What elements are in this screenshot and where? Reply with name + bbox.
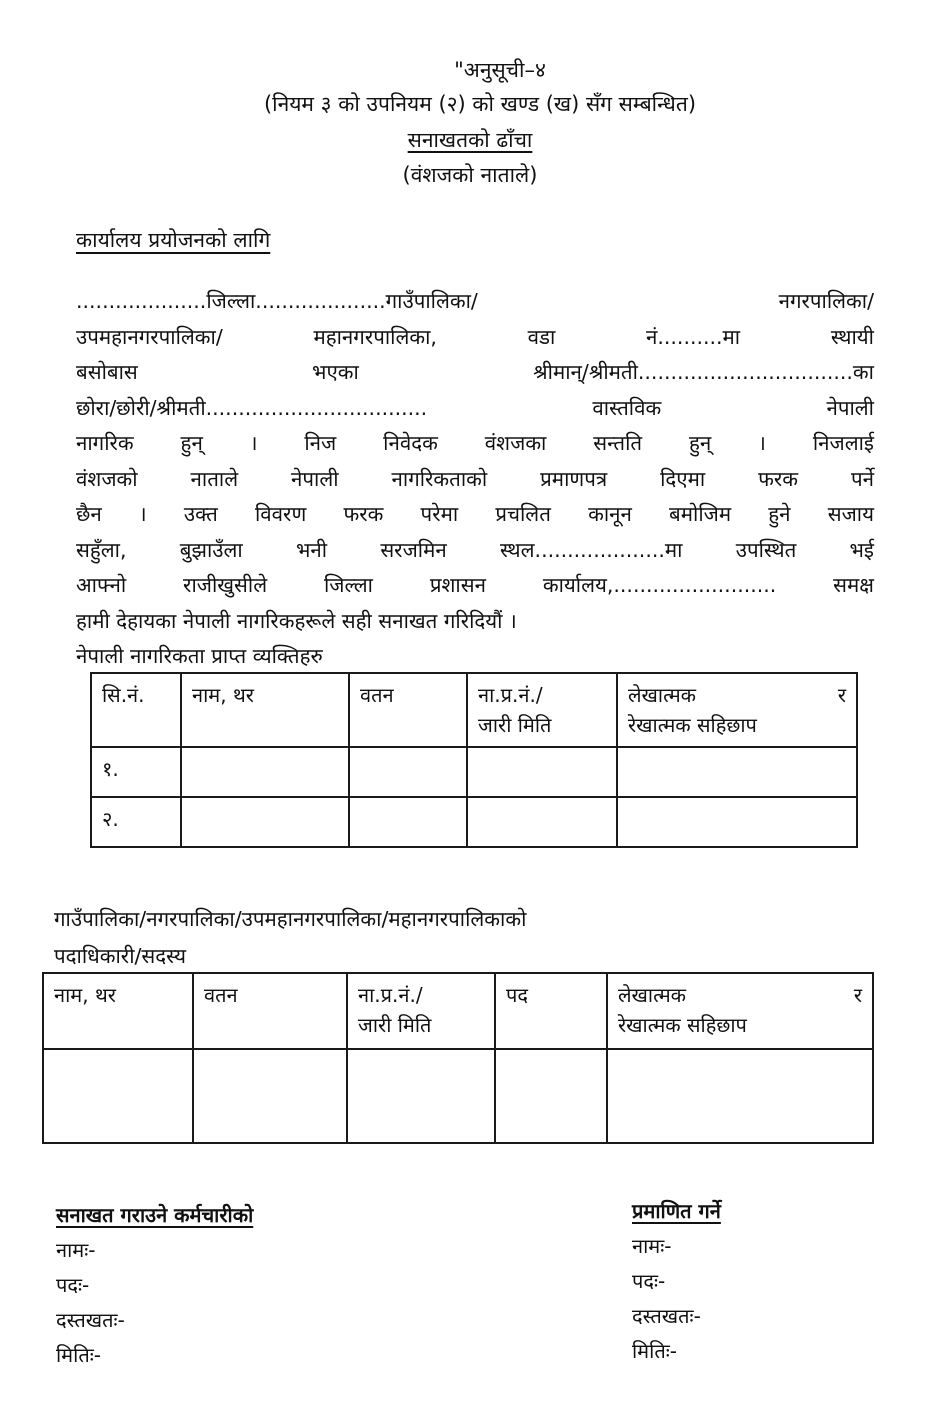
table-cell[interactable] bbox=[495, 1049, 607, 1143]
paragraph-line: छोरा/छोरी/श्रीमती.................................. वास्तविक नेपाली bbox=[76, 395, 874, 420]
form-subtitle: (वंशजको नाताले) bbox=[402, 163, 538, 187]
table-cell[interactable] bbox=[349, 797, 467, 847]
col-name: नाम, थर bbox=[43, 973, 193, 1049]
col-sn: सि.नं. bbox=[91, 673, 181, 747]
sig-line1 bbox=[618, 980, 862, 1010]
paragraph-line: नागरिक हुन् । निज निवेदक वंशजका सन्तति हुन् । निजलाई bbox=[76, 431, 874, 455]
post-field-label: पदः- bbox=[56, 1273, 90, 1297]
office-use-label: कार्यालय प्रयोजनको लागि bbox=[76, 228, 271, 252]
col-address: वतन bbox=[349, 673, 467, 747]
post-field-label: पदः- bbox=[632, 1269, 666, 1293]
certifier-block bbox=[632, 1194, 721, 1369]
paragraph-line: उपमहानगरपालिका/ महानगरपालिका, वडा नं..........मा स्थायी bbox=[76, 324, 874, 349]
witness-officer-title: सनाखत गराउने कर्मचारीको bbox=[56, 1203, 254, 1227]
sig-line2: रेखात्मक सहिछाप bbox=[628, 713, 757, 737]
signature-field-label: दस्तखतः- bbox=[56, 1308, 125, 1332]
cert-line1: ना.प्र.नं./ bbox=[478, 683, 543, 707]
table-cell[interactable] bbox=[43, 1049, 193, 1143]
paragraph-line: हामी देहायका नेपाली नागरिकहरूले सही सनाखत गरिदियौं । bbox=[76, 608, 517, 633]
certifier-title: प्रमाणित गर्ने bbox=[632, 1199, 721, 1223]
sig-line1 bbox=[628, 680, 846, 710]
citizens-table-caption: नेपाली नागरिकता प्राप्त व्यक्तिहरु bbox=[76, 644, 323, 668]
col-signature bbox=[617, 673, 857, 747]
cert-line2: जारी मिति bbox=[478, 713, 552, 737]
paragraph-line: बसोबास भएका श्रीमान्/श्रीमती.................................का bbox=[76, 360, 874, 384]
paragraph-line: छैन । उक्त विवरण फरक परेमा प्रचलित कानून बमोजिम हुने सजाय bbox=[76, 502, 874, 526]
table-row bbox=[91, 747, 857, 797]
officials-caption-line2: पदाधिकारी/सदस्य bbox=[54, 944, 187, 968]
sig-word-a: लेखात्मक bbox=[618, 983, 687, 1007]
sig-word-a: लेखात्मक bbox=[628, 683, 697, 707]
col-address: वतन bbox=[193, 973, 347, 1049]
officials-table bbox=[42, 972, 874, 1144]
col-certificate bbox=[467, 673, 617, 747]
table-header-row bbox=[43, 973, 873, 1049]
table-cell[interactable] bbox=[181, 747, 349, 797]
table-row bbox=[43, 1049, 873, 1143]
name-field-label: नामः- bbox=[56, 1238, 96, 1262]
witness-officer-block bbox=[56, 1198, 253, 1373]
col-signature bbox=[607, 973, 873, 1049]
table-cell[interactable] bbox=[617, 797, 857, 847]
sig-line2: रेखात्मक सहिछाप bbox=[618, 1013, 747, 1037]
sig-word-b: र bbox=[837, 683, 846, 707]
paragraph-line: आफ्नो राजीखुसीले जिल्ला प्रशासन कार्यालय,......................... समक्ष bbox=[76, 573, 874, 597]
sig-word-b: र bbox=[853, 983, 862, 1007]
table-cell[interactable] bbox=[349, 747, 467, 797]
paragraph-line: वंशजको नाताले नेपाली नागरिकताको प्रमाणपत्र दिएमा फरक पर्ने bbox=[76, 466, 874, 491]
citizens-table bbox=[90, 672, 858, 848]
table-header-row bbox=[91, 673, 857, 747]
paragraph-line: सहुँला, बुझाउँला भनी सरजमिन स्थल....................मा उपस्थित भई bbox=[76, 537, 874, 562]
table-cell[interactable] bbox=[467, 747, 617, 797]
cert-line1: ना.प्र.नं./ bbox=[358, 983, 423, 1007]
date-field-label: मितिः- bbox=[56, 1343, 101, 1367]
date-field-label: मितिः- bbox=[632, 1339, 677, 1363]
rule-reference: (नियम ३ को उपनियम (२) को खण्ड (ख) सँग सम्बन्धित) bbox=[263, 92, 697, 116]
table-cell[interactable] bbox=[181, 797, 349, 847]
table-cell[interactable] bbox=[607, 1049, 873, 1143]
table-cell[interactable] bbox=[617, 747, 857, 797]
col-certificate bbox=[347, 973, 495, 1049]
cert-line2: जारी मिति bbox=[358, 1013, 432, 1037]
table-cell[interactable] bbox=[193, 1049, 347, 1143]
officials-caption-line1: गाउँपालिका/नगरपालिका/उपमहानगरपालिका/महानगरपालिकाको bbox=[54, 907, 527, 931]
form-title bbox=[0, 126, 940, 154]
name-field-label: नामः- bbox=[632, 1234, 672, 1258]
form-title-text: सनाखतको ढाँचा bbox=[407, 128, 533, 152]
table-row bbox=[91, 797, 857, 847]
col-name: नाम, थर bbox=[181, 673, 349, 747]
declaration-paragraph bbox=[76, 284, 874, 639]
row-number: २. bbox=[91, 797, 181, 847]
paragraph-line: ....................जिल्ला....................गाउँपालिका/ नगरपालिका/ bbox=[76, 289, 874, 313]
table-cell[interactable] bbox=[347, 1049, 495, 1143]
table-cell[interactable] bbox=[467, 797, 617, 847]
signature-field-label: दस्तखतः- bbox=[632, 1304, 701, 1328]
schedule-number: "अनुसूची–४ bbox=[454, 58, 546, 82]
row-number: १. bbox=[91, 747, 181, 797]
col-post: पद bbox=[495, 973, 607, 1049]
